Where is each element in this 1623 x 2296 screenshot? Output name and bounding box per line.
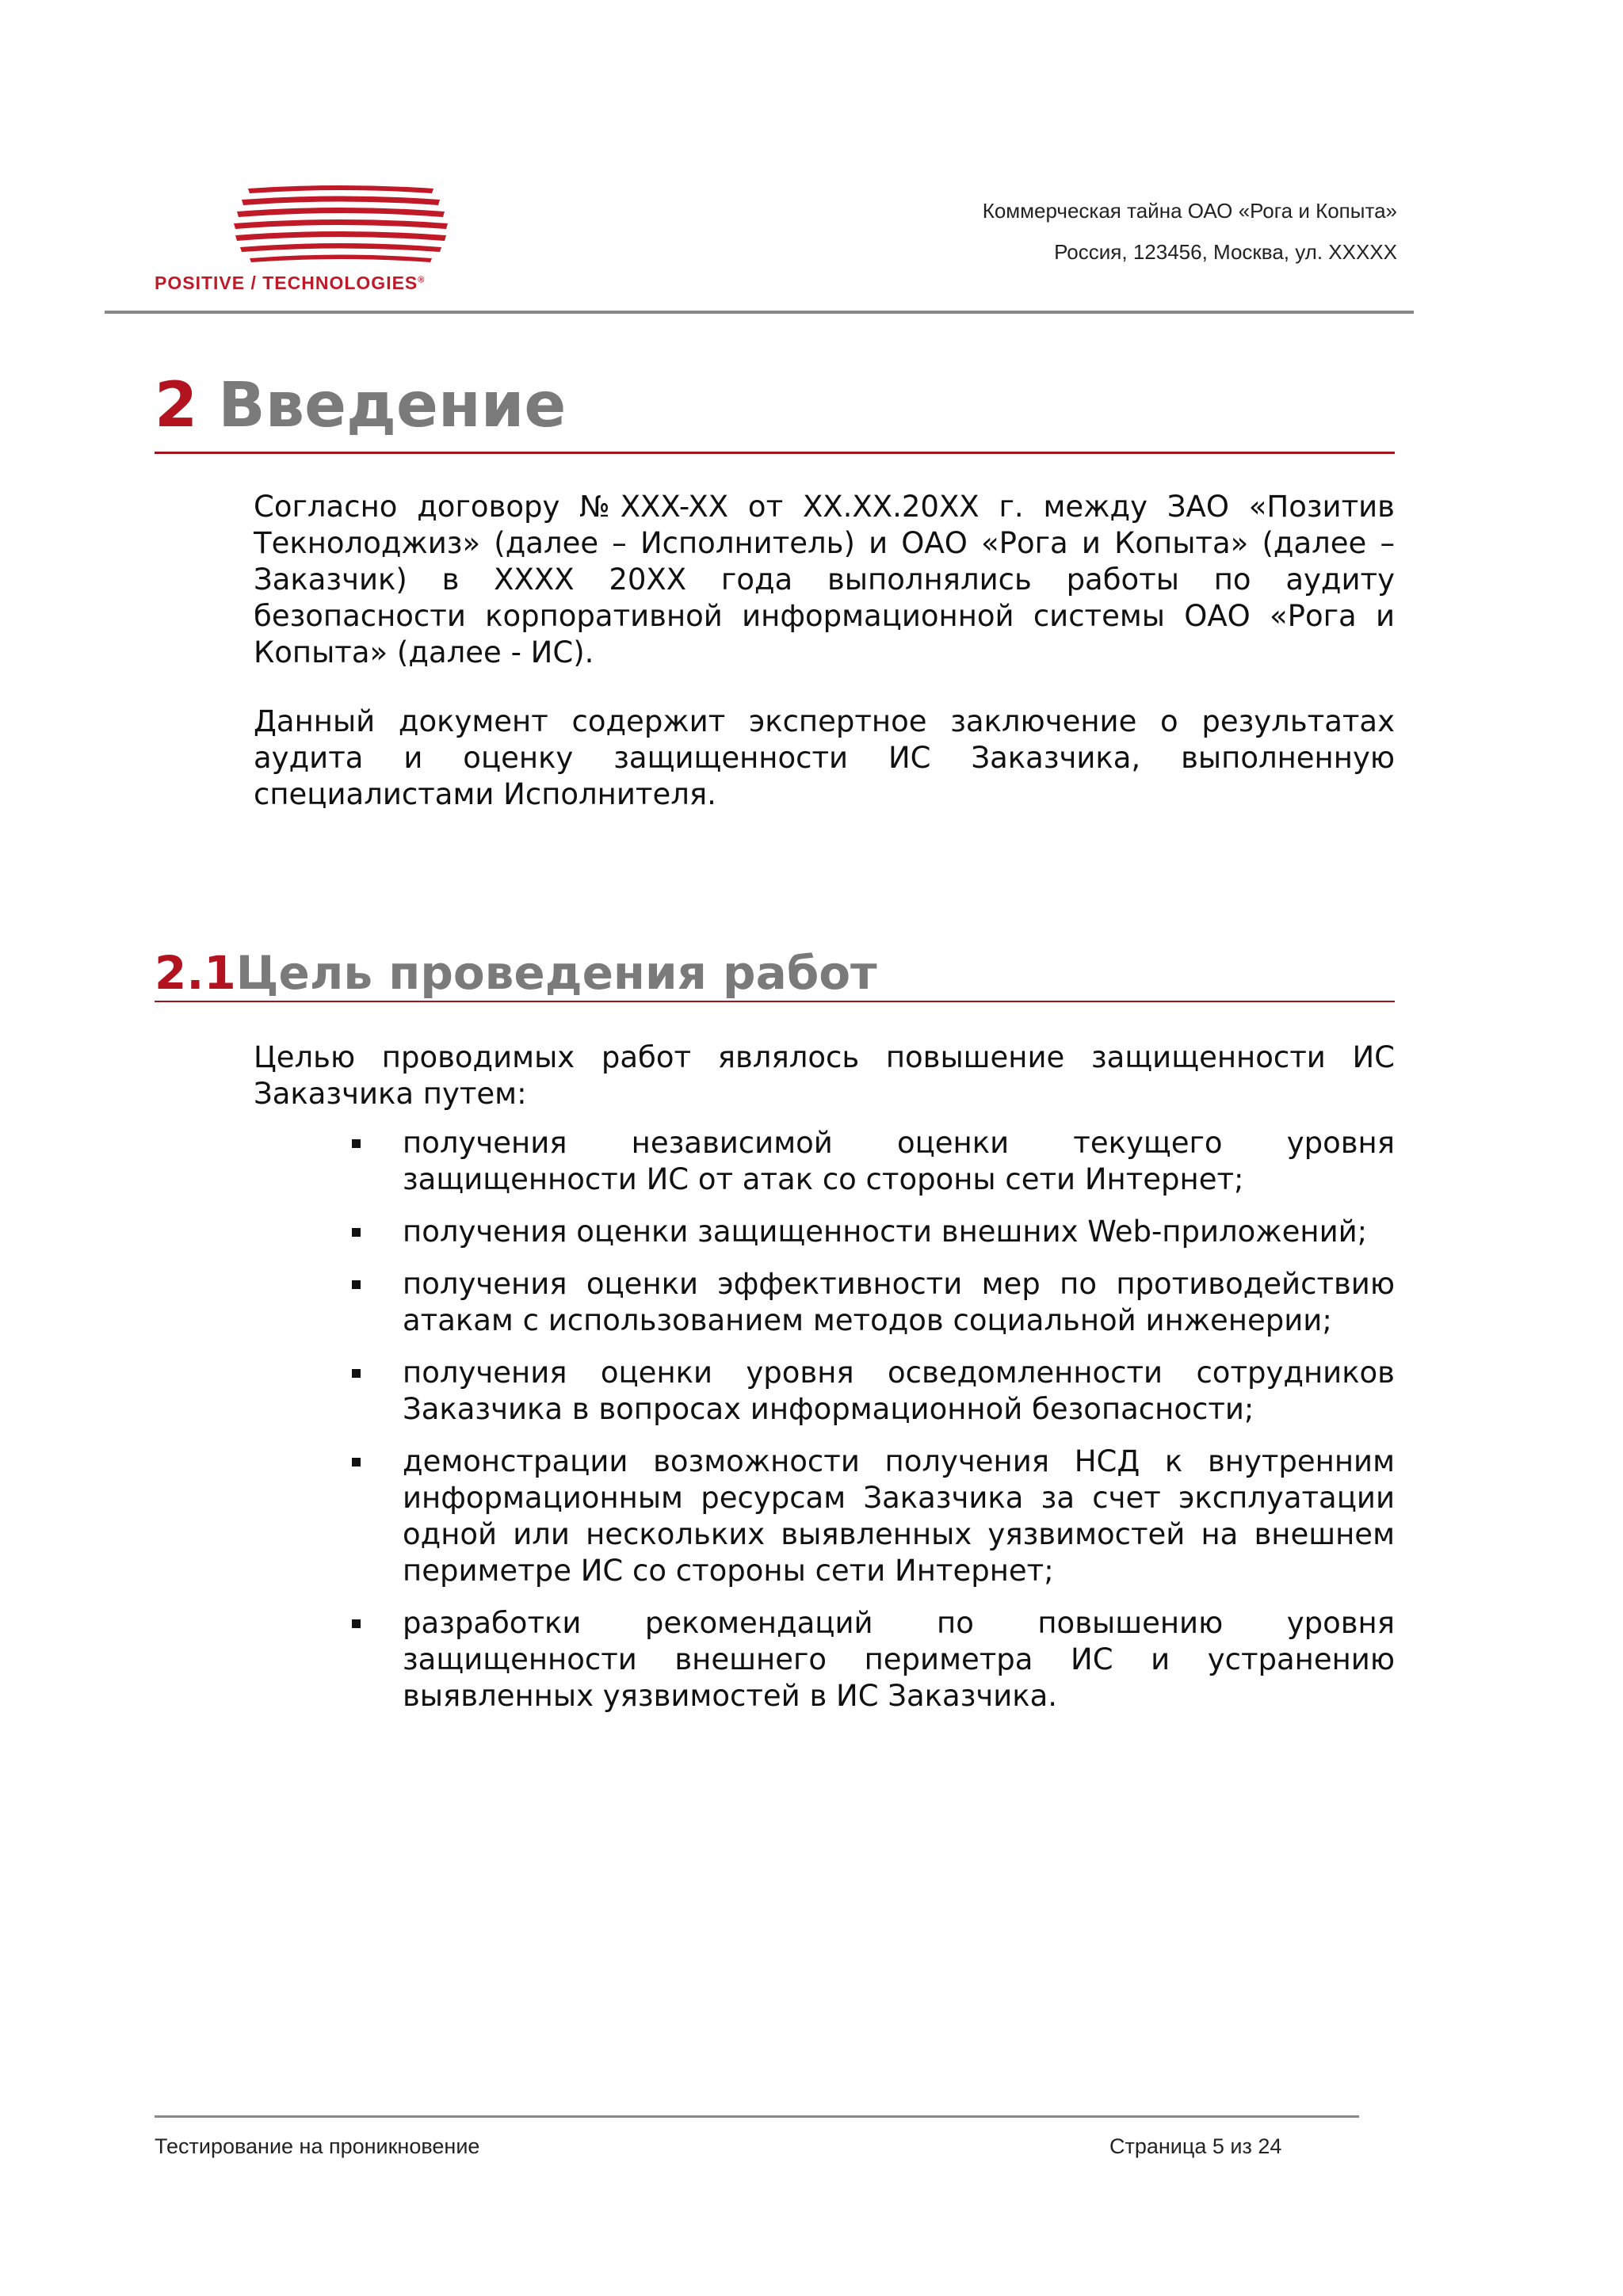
header-confidentiality: Коммерческая тайна ОАО «Рога и Копыта» [982,199,1397,223]
list-item: получения оценки защищенности внешних Web-приложений; [349,1214,1395,1250]
bullet-square-icon [352,1280,361,1289]
bullet-square-icon [352,1619,361,1628]
section-number: 2 [155,370,198,441]
section-heading [155,366,566,445]
logo-stripes-icon [155,184,527,271]
intro-paragraph-1: Согласно договору №XXX-XX от XX.XX.20XX г. между ЗАО «Позитив Текнолоджиз» (далее – Исполнитель) и ОАО «Рога и Копыта» (далее – Заказчик) в XXXX 20XX года выполнялись работы по аудиту безопасности корпоративной информационной системы ОАО «Рога и Копыта» (далее - ИС). [254,490,1395,669]
logo-wordmark: POSITIVE / TECHNOLOGIES [155,273,418,293]
bullet-square-icon [352,1369,361,1378]
goals-intro: Целью проводимых работ являлось повышение защищенности ИС Заказчика путем: [254,1040,1395,1111]
header-divider [105,311,1414,314]
section-heading-rule [155,452,1395,454]
footer-page-number: Страница 5 из 24 [1109,2134,1282,2158]
header-info [983,190,1397,273]
list-item: разработки рекомендаций по повышению уровня защищенности внешнего периметра ИС и устранению выявленных уязвимостей в ИС Заказчика. [349,1605,1395,1714]
bullet-square-icon [352,1139,361,1148]
subsection-title: Цель проведения работ [235,946,877,1000]
bullet-square-icon [352,1458,361,1466]
subsection-number: 2.1 [155,946,236,1000]
subsection-heading-rule [155,1001,1395,1002]
intro-paragraph-2: Данный документ содержит экспертное заключение о результатах аудита и оценку защищенности ИС Заказчика, выполненную специалистами Исполнителя. [254,704,1395,811]
registered-mark: ® [418,275,426,285]
footer-document-title: Тестирование на проникновение [155,2134,480,2158]
list-item: получения оценки уровня осведомленности сотрудников Заказчика в вопросах информационной безопасности; [349,1355,1395,1428]
bullet-square-icon [352,1228,361,1237]
list-item: получения независимой оценки текущего уровня защищенности ИС от атак со стороны сети Интернет; [349,1125,1395,1198]
header-address: Россия, 123456, Москва, ул. ХХХХХ [1054,240,1397,264]
company-logo [155,184,527,299]
goals-list [349,1125,1395,1730]
list-item: демонстрации возможности получения НСД к внутренним информационным ресурсам Заказчика за счет эксплуатации одной или нескольких выявленных уязвимостей на внешнем периметре ИС со стороны сети Интернет; [349,1444,1395,1589]
list-item: получения оценки эффективности мер по противодействию атакам с использованием методов социальной инженерии; [349,1266,1395,1339]
footer-divider [155,2115,1359,2118]
subsection-heading [155,941,877,1005]
section-title: Введение [218,370,567,441]
